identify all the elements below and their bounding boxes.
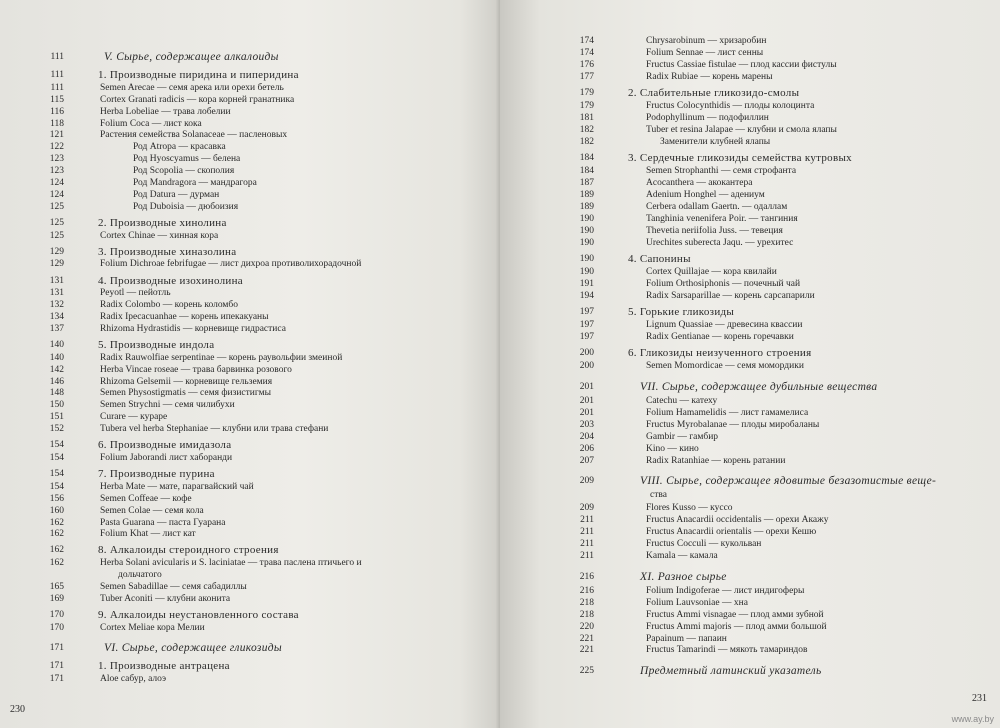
right-toc — [500, 0, 1000, 728]
toc-page-number: 171 — [49, 674, 64, 685]
toc-page-number: 146 — [49, 376, 64, 387]
toc-page-number: 190 — [579, 267, 594, 278]
toc-page-number: 182 — [579, 125, 594, 135]
toc-page-number: 171 — [49, 643, 64, 654]
toc-entry-title: VII. Сырье, содержащее дубильные вещества — [640, 380, 878, 393]
toc-page-number: 200 — [579, 361, 594, 372]
toc-page-number: 179 — [579, 101, 594, 112]
toc-page-number: 137 — [49, 323, 64, 334]
toc-entry-title: 7. Производные пурина — [98, 468, 215, 481]
toc-page-number: 154 — [49, 469, 64, 480]
toc-entry-title: 5. Горькие гликозиды — [628, 306, 735, 319]
toc-entry-title: ства — [650, 490, 667, 501]
toc-entry-title: Fructus Myrobalanae — плоды миробаланы — [646, 419, 820, 430]
toc-page-number: 209 — [579, 503, 594, 514]
toc-page-number: 206 — [579, 443, 594, 454]
toc-entry-title: Aloe сабур, алоэ — [100, 674, 167, 685]
toc-entry-title: Folium Indigoferae — лист индигоферы — [646, 585, 805, 596]
toc-page-number: 190 — [579, 214, 594, 224]
toc-entry-title: Kamala — камала — [646, 551, 718, 561]
toc-entry-title: Semen Strophanthi — семя строфанта — [646, 166, 797, 177]
toc-entry-title: Semen Strychni — семя чилибухи — [100, 400, 235, 411]
toc-page-number: 154 — [49, 440, 64, 451]
toc-entry-title: Fructus Cassiae fistulae — плод кассии фистулы — [646, 59, 837, 70]
right-page — [500, 0, 1000, 728]
toc-page-number: 129 — [49, 246, 64, 257]
toc-page-number: 115 — [50, 94, 64, 105]
toc-entry-title: Flores Kusso — куссо — [646, 503, 733, 514]
toc-page-number: 179 — [579, 88, 594, 99]
toc-entry-title: Tubera vel herba Stephaniae — клубни или трава стефани — [100, 424, 329, 434]
toc-page-number: 140 — [49, 352, 64, 363]
toc-entry-title: Cortex Granati radicis — кора корней гранатника — [100, 94, 295, 105]
toc-entry-title: 6. Гликозиды неизученного строения — [628, 347, 812, 360]
toc-entry-title: Заменители клубней ялапы — [660, 136, 771, 147]
toc-page-number: 162 — [49, 529, 64, 540]
toc-entry-title: 5. Производные индола — [98, 339, 215, 352]
toc-entry-title: Tuber Aconiti — клубни аконита — [100, 593, 231, 604]
toc-entry-title: Folium Khat — лист кат — [100, 529, 196, 540]
toc-entry-title: Peyotl — пейотль — [100, 288, 171, 299]
toc-entry-title: Растения семейства Solanaceae — пасленовых — [100, 130, 288, 141]
toc-entry-title: Herba Solani avicularis и S. laciniatae — трава паслена птичьего и — [100, 558, 362, 569]
toc-entry-title: Folium Jaborandi лист хаборанди — [100, 452, 233, 463]
toc-entry-title: 4. Производные изохинолина — [98, 274, 243, 287]
toc-page-number: 124 — [49, 177, 64, 188]
toc-page-number: 174 — [579, 48, 594, 58]
toc-entry-title: Род Scopolia — скополия — [133, 166, 235, 176]
toc-page-number: 118 — [50, 118, 64, 129]
toc-page-number: 218 — [579, 597, 594, 608]
toc-page-number: 177 — [579, 71, 594, 82]
toc-entry-title: 9. Алкалоиды неустановленного состава — [98, 609, 299, 621]
toc-entry-title: 1. Производные антрацена — [98, 660, 230, 673]
toc-page-number: 184 — [579, 153, 594, 164]
toc-page-number: 124 — [49, 189, 64, 200]
toc-page-number: 171 — [49, 661, 64, 672]
toc-page-number: 148 — [49, 388, 64, 399]
toc-page-number: 220 — [579, 621, 594, 632]
toc-entry-title: Urechites suberecta Jaqu. — урехитес — [646, 237, 794, 248]
toc-entry-title: Semen Sabadillae — семя сабадиллы — [100, 582, 247, 592]
toc-page-number: 200 — [579, 348, 594, 359]
toc-entry-title: Cortex Quillajae — кора квилайи — [646, 267, 777, 278]
toc-page-number: 123 — [49, 166, 64, 176]
toc-page-number: 197 — [579, 307, 594, 318]
toc-entry-title: Semen Physostigmatis — семя физистигмы — [100, 388, 272, 399]
toc-entry-title: Semen Arecae — семя арека или орехи бетель — [100, 83, 284, 93]
toc-page-number: 111 — [50, 83, 64, 93]
toc-page-number: 204 — [579, 431, 594, 442]
toc-entry-title: Род Atropa — красавка — [133, 142, 226, 153]
toc-entry-title: Chrysarobinum — хризаробин — [646, 36, 767, 46]
toc-page-number: 221 — [579, 645, 594, 656]
toc-entry-title: Catechu — катеху — [646, 395, 718, 406]
toc-entry-title: Fructus Anacardii occidentalis — орехи Акажу — [646, 515, 829, 526]
right-page-number: 231 — [972, 693, 987, 704]
toc-entry-title: Radix Ipecacuanhae — корень ипекакуаны — [100, 312, 269, 323]
toc-entry-title: Semen Coffeae — кофе — [100, 493, 192, 504]
toc-entry-title: Fructus Tamarindi — мякоть тамариндов — [646, 645, 808, 656]
toc-page-number: 169 — [49, 593, 64, 604]
toc-entry-title: Herba Lobeliae — трава лобелии — [100, 106, 231, 117]
toc-page-number: 162 — [49, 517, 64, 528]
toc-entry-title: Kino — кино — [646, 443, 699, 454]
toc-entry-title: Adenium Honghel — адениум — [646, 190, 765, 201]
toc-page-number: 131 — [49, 288, 64, 299]
toc-page-number: 181 — [579, 113, 594, 123]
toc-entry-title: Curare — кураре — [100, 412, 168, 423]
toc-page-number: 116 — [50, 106, 64, 117]
toc-page-number: 190 — [579, 254, 594, 265]
toc-page-number: 189 — [579, 190, 594, 201]
toc-page-number: 216 — [579, 571, 594, 582]
toc-page-number: 122 — [49, 142, 64, 153]
toc-entry-title: VIII. Сырье, содержащее ядовитые безазотистые веще- — [640, 475, 937, 488]
toc-page-number: 189 — [579, 202, 594, 212]
toc-entry-title: Tanghinia venenifera Poir. — тангиния — [646, 214, 798, 224]
toc-page-number: 174 — [579, 36, 594, 46]
toc-entry-title: 6. Производные имидазола — [98, 439, 232, 452]
toc-entry-title: Folium Lauvsoniae — хна — [646, 597, 748, 608]
toc-entry-title: Herba Mate — мате, парагвайский чай — [100, 481, 254, 492]
toc-page-number: 218 — [579, 609, 594, 620]
toc-entry-title: Herba Vincae roseae — трава барвинка розового — [100, 364, 292, 375]
toc-page-number: 121 — [49, 130, 64, 141]
toc-entry-title: XI. Разное сырье — [640, 570, 727, 583]
toc-page-number: 162 — [49, 558, 64, 569]
toc-entry-title: Fructus Cocculi — кукольван — [646, 539, 762, 550]
toc-page-number: 197 — [579, 320, 594, 331]
toc-entry-title: 2. Производные хинолина — [98, 216, 227, 229]
toc-page-number: 123 — [49, 154, 64, 165]
left-page-number: 230 — [10, 704, 25, 715]
toc-page-number: 190 — [579, 237, 594, 248]
toc-entry-title: Род Duboisia — дюбоизия — [133, 201, 239, 212]
toc-entry-title: Cortex Chinae — хинная кора — [100, 230, 219, 241]
toc-entry-title: Fructus Anacardii orientalis — орехи Кешю — [646, 527, 817, 538]
toc-entry-title: Gambir — гамбир — [646, 431, 719, 442]
toc-entry-title: Cerbera odallam Gaertn. — одаллам — [646, 202, 788, 212]
toc-entry-title: Fructus Ammi majoris — плод амми большой — [646, 621, 827, 632]
toc-page-number: 201 — [579, 381, 594, 392]
toc-entry-title: Предметный латинский указатель — [640, 665, 822, 677]
toc-page-number: 191 — [579, 279, 594, 289]
toc-page-number: 211 — [580, 539, 594, 550]
toc-entry-title: Род Hyoscyamus — белена — [133, 154, 241, 165]
toc-page-number: 182 — [579, 136, 594, 147]
toc-page-number: 154 — [49, 481, 64, 492]
toc-page-number: 170 — [49, 622, 64, 633]
toc-page-number: 132 — [49, 300, 64, 311]
toc-page-number: 151 — [49, 412, 64, 423]
toc-entry-title: Pasta Guarana — паста Гуарана — [100, 517, 226, 528]
toc-page-number: 187 — [579, 178, 594, 189]
toc-entry-title: Lignum Quassiae — древесина квассии — [646, 320, 803, 331]
toc-page-number: 134 — [49, 312, 64, 323]
toc-entry-title: Fructus Colocynthidis — плоды колоцинта — [646, 101, 815, 112]
toc-entry-title: Rhizoma Gelsemii — корневище гельземия — [100, 376, 273, 387]
toc-entry-title: 8. Алкалоиды стероидного строения — [98, 544, 279, 557]
toc-page-number: 111 — [50, 70, 64, 81]
toc-page-number: 125 — [49, 230, 64, 241]
toc-entry-title: Radix Sarsaparillae — корень сарсапарили — [646, 291, 815, 301]
toc-page-number: 209 — [579, 476, 594, 487]
toc-page-number: 131 — [49, 275, 64, 286]
toc-page-number: 160 — [49, 505, 64, 516]
toc-entry-title: 1. Производные пиридина и пиперидина — [98, 69, 299, 82]
watermark: www.ay.by — [951, 714, 994, 724]
toc-entry-title: Folium Dichroae febrifugae — лист дихроа противолихорадочной — [100, 259, 362, 270]
toc-page-number: 162 — [49, 545, 64, 556]
toc-page-number: 211 — [580, 515, 594, 526]
toc-entry-title: Semen Colae — семя кола — [100, 505, 204, 516]
toc-page-number: 225 — [579, 666, 594, 676]
toc-page-number: 190 — [579, 225, 594, 236]
toc-page-number: 125 — [49, 201, 64, 212]
toc-page-number: 129 — [49, 259, 64, 270]
toc-page-number: 142 — [49, 364, 64, 375]
toc-entry-title: Folium Orthosiphonis — почечный чай — [646, 279, 801, 289]
toc-page-number: 211 — [580, 527, 594, 538]
toc-page-number: 216 — [579, 585, 594, 596]
toc-page-number: 140 — [49, 340, 64, 351]
toc-entry-title: Род Datura — дурман — [133, 189, 220, 200]
toc-page-number: 203 — [579, 419, 594, 430]
toc-page-number: 221 — [579, 633, 594, 644]
toc-page-number: 201 — [579, 395, 594, 406]
toc-page-number: 201 — [579, 407, 594, 418]
toc-page-number: 150 — [49, 400, 64, 411]
toc-page-number: 194 — [579, 291, 594, 301]
toc-entry-title: Semen Momordicae — семя момордики — [646, 361, 804, 372]
toc-entry-title: Radix Ratanhiae — корень ратании — [646, 455, 786, 466]
toc-page-number: 125 — [49, 217, 64, 228]
toc-page-number: 184 — [579, 166, 594, 177]
toc-entry-title: Papainum — папаин — [646, 633, 727, 644]
toc-entry-title: Folium Coca — лист кока — [100, 118, 202, 129]
toc-entry-title: Radix Rubiae — корень марены — [646, 71, 773, 82]
toc-entry-title: Radix Rauwolfiae serpentinae — корень раувольфии змеиной — [100, 352, 343, 363]
toc-entry-title: Род Mandragora — мандрагора — [133, 177, 257, 188]
toc-entry-title: Rhizoma Hydrastidis — корневище гидрастиса — [100, 323, 286, 334]
toc-page-number: 207 — [579, 455, 594, 466]
toc-entry-title: 2. Слабительные гликозидо-смолы — [628, 87, 800, 100]
toc-entry-title: Radix Colombo — корень коломбо — [100, 300, 238, 311]
toc-entry-title: VI. Сырье, содержащее гликозиды — [104, 642, 282, 655]
toc-page-number: 176 — [579, 59, 594, 70]
toc-entry-title: Radix Gentianae — корень горечавки — [646, 332, 794, 343]
toc-page-number: 111 — [50, 52, 64, 62]
toc-entry-title: дольчатого — [118, 570, 162, 581]
toc-page-number: 165 — [49, 582, 64, 592]
toc-entry-title: 4. Сапонины — [628, 253, 691, 266]
toc-entry-title: 3. Производные хиназолина — [98, 245, 237, 258]
toc-entry-title: Fructus Ammi visnagae — плод амми зубной — [646, 609, 824, 620]
toc-page-number: 170 — [49, 610, 64, 620]
toc-entry-title: V. Сырье, содержащее алкалоиды — [104, 51, 279, 63]
toc-page-number: 211 — [580, 551, 594, 561]
toc-page-number: 197 — [579, 332, 594, 343]
toc-page-number: 154 — [49, 452, 64, 463]
toc-entry-title: Tuber et resina Jalapae — клубни и смола ялапы — [646, 125, 837, 135]
toc-entry-title: Thevetia neriifolia Juss. — тевеция — [646, 225, 783, 236]
toc-page-number: 152 — [49, 424, 64, 434]
toc-entry-title: Folium Hamamelidis — лист гамамелиса — [646, 407, 809, 418]
toc-entry-title: Acocanthera — акокантера — [646, 178, 753, 189]
toc-entry-title: Cortex Meliae кора Мелии — [100, 622, 205, 633]
toc-entry-title: 3. Сердечные гликозиды семейства кутровых — [628, 152, 852, 165]
toc-entry-title: Podophyllinum — подофиллин — [646, 113, 769, 123]
toc-page-number: 156 — [49, 493, 64, 504]
toc-entry-title: Folium Sennae — лист сенны — [646, 48, 764, 58]
